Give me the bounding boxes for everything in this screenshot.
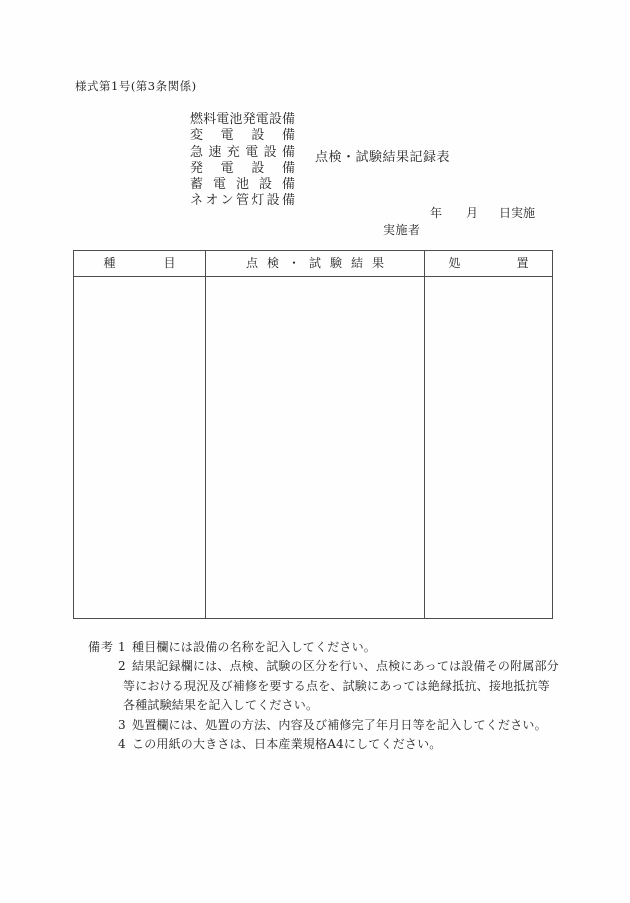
note-text: この用紙の大きさは、日本産業規格A4にしてください。 bbox=[132, 736, 442, 751]
note-text: 処置欄には、処置の方法、内容及び補修完了年月日等を記入してください。 bbox=[132, 717, 547, 732]
day-implemented-label: 日実施 bbox=[499, 206, 536, 220]
form-number-heading: 様式第1号(第3条関係) bbox=[75, 79, 197, 93]
notes-label: 備考 bbox=[88, 640, 115, 654]
equipment-type-list bbox=[190, 112, 295, 210]
equipment-item: 急速充電設備 bbox=[190, 144, 295, 160]
note-text-continuation: 各種試験結果を記入してください。 bbox=[123, 698, 319, 713]
table-header-result-label: 点検・試験結果 bbox=[245, 255, 393, 270]
implementer-label: 実施者 bbox=[383, 223, 421, 237]
month-label: 月 bbox=[466, 206, 479, 220]
note-number: 2 bbox=[118, 659, 126, 674]
table-header-item-label: 種目 bbox=[103, 255, 176, 270]
equipment-item: 蓄電池設備 bbox=[190, 177, 295, 193]
table-header-action-label: 処置 bbox=[448, 255, 529, 270]
equipment-item: 発電設備 bbox=[190, 160, 295, 176]
record-table bbox=[73, 250, 553, 619]
equipment-item: 変電設備 bbox=[190, 128, 295, 144]
note-text: 種目欄には設備の名称を記入してください。 bbox=[132, 640, 377, 654]
table-body-item-cell bbox=[74, 277, 206, 618]
table-header-item bbox=[74, 251, 206, 277]
note-text: 結果記録欄には、点検、試験の区分を行い、点検にあっては設備その附属部分 bbox=[132, 659, 559, 674]
note-number: 1 bbox=[118, 640, 126, 654]
year-label: 年 bbox=[430, 206, 443, 220]
document-title: 点検・試験結果記録表 bbox=[315, 150, 451, 165]
equipment-item: 燃料電池発電設備 bbox=[190, 112, 295, 127]
table-header-action bbox=[425, 251, 552, 277]
note-text-continuation: 等における現況及び補修を要する点を、試験にあっては絶縁抵抗、接地抵抗等 bbox=[123, 678, 550, 693]
note-number: 3 bbox=[118, 717, 126, 732]
equipment-item: ネオン管灯設備 bbox=[190, 193, 295, 209]
implementation-date-line bbox=[430, 207, 535, 221]
table-body-result-cell bbox=[206, 277, 425, 618]
table-body-action-cell bbox=[425, 277, 552, 618]
note-number: 4 bbox=[118, 736, 126, 751]
table-header-result bbox=[206, 251, 425, 277]
